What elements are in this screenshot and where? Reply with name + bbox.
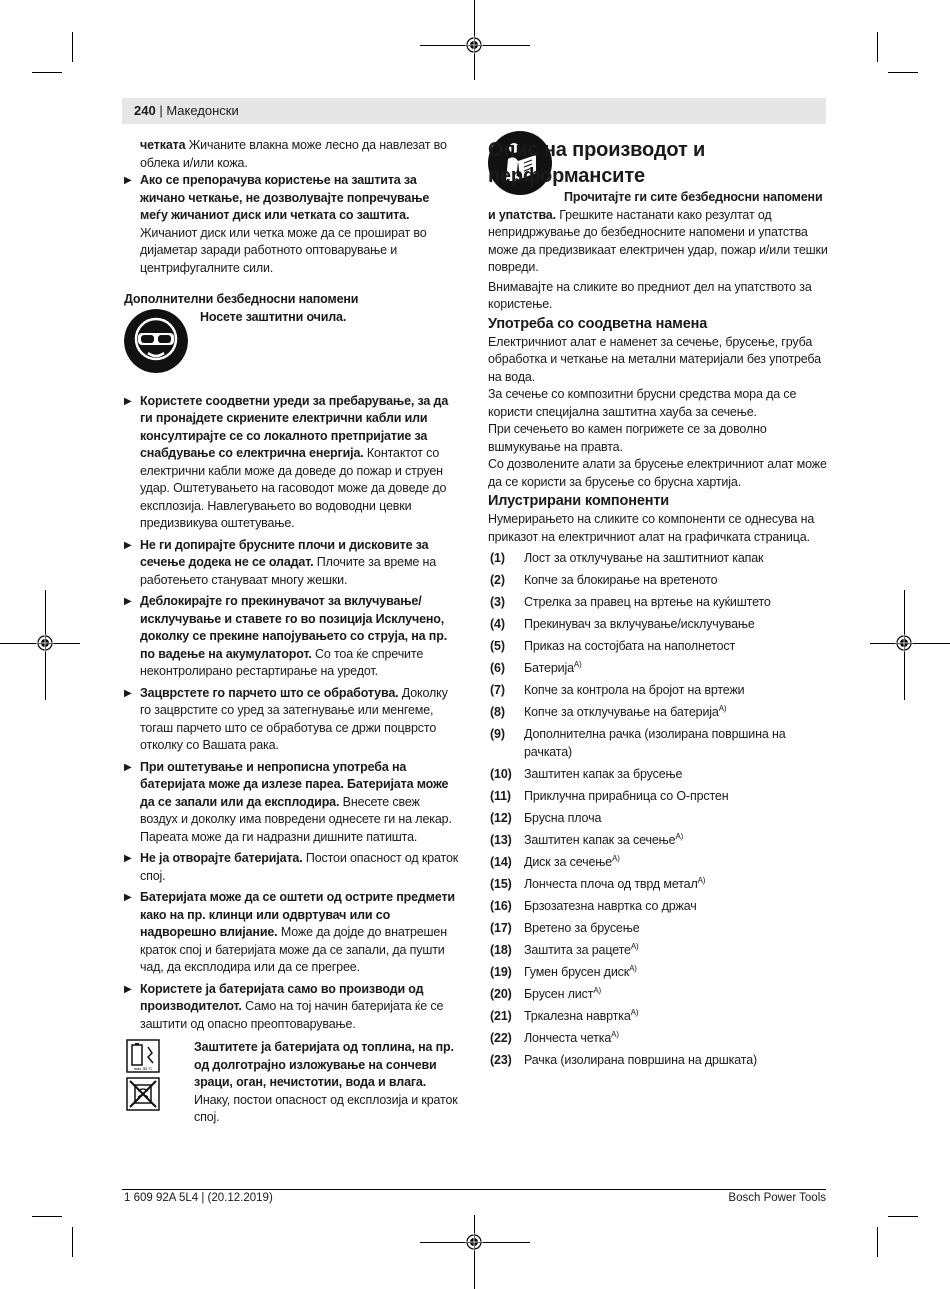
registration-mark-icon: [36, 634, 54, 652]
list-item: [488, 660, 828, 678]
crop-mark: [32, 72, 62, 73]
bullet-text: Може да дојде до внатрешен краток спој и батеријата може да се запали, да пушти чад, да експлодира или да се прегрее.: [140, 925, 447, 974]
bullet-item: [124, 981, 460, 1034]
crop-mark: [72, 32, 73, 62]
list-item: [488, 810, 828, 828]
item-label: Заштитен капак за брусење: [524, 766, 683, 781]
item-label: Приклучна прирабница со О-прстен: [524, 788, 729, 803]
intro-bold: четката: [140, 138, 186, 152]
list-item: [488, 616, 828, 634]
item-label: Тркалезна навртка: [524, 1008, 631, 1023]
item-label: Копче за отклучување на батерија: [524, 705, 719, 719]
list-item: [488, 942, 828, 960]
bullet-text: Само на тој начин батеријата ќе се заштити од опасно преоптоварување.: [140, 999, 444, 1031]
bullet-item: [124, 172, 460, 277]
list-item: [488, 876, 828, 894]
bullet-item: [124, 889, 460, 977]
bullet-bold: Не ги допирајте брусните плочи и дисковите за сечење додека не се оладат.: [140, 537, 429, 569]
footer-divider: [122, 1189, 826, 1190]
item-label: Заштитен капак за сечење: [524, 832, 676, 847]
bullet-bold: Ако се препорачува користење на заштита за жичано четкање, не дозволувајте попречување меѓу жичаниот диск или четката со заштита.: [140, 173, 430, 222]
item-number: (6): [490, 661, 505, 675]
section-heading: Опис на производот и перформансите: [488, 139, 706, 187]
list-item: [488, 594, 828, 612]
bullet-item: [124, 593, 460, 681]
goggles-text: Носете заштитни очила.: [200, 309, 347, 324]
list-item: [488, 1030, 828, 1048]
item-label: Стрелка за правец на вртење на куќиштето: [524, 595, 771, 609]
item-number: (5): [490, 639, 505, 653]
bullet-item: [124, 759, 460, 847]
use-paragraph: Со дозволените алати за брусење електричниот алат може да се користи за брусење со брусна хартија.: [488, 457, 827, 489]
bullet-triangle-icon: ▶: [124, 687, 132, 699]
item-number: (4): [490, 617, 505, 631]
item-number: (18): [490, 942, 512, 957]
left-column: [124, 137, 460, 1127]
read-bold: Прочитајте ги сите безбедносни напомени и упатства.: [488, 190, 823, 222]
list-item: [488, 638, 828, 656]
item-label: Батерија: [524, 661, 574, 675]
footer-doc-number: 1 609 92A 5L4 | (20.12.2019): [124, 1192, 273, 1204]
item-label: Копче за блокирање на вретеното: [524, 573, 718, 587]
item-label: Копче за контрола на бројот на вртежи: [524, 683, 745, 697]
item-number: (19): [490, 964, 512, 979]
bullet-text: Доколку го зацврстите со уред за затегнување или менгеме, тогаш парчето што се обработува се држи поцврсто отколку со Вашата рака.: [140, 685, 448, 752]
crop-mark: [72, 1227, 73, 1257]
bullet-text: Со тоа ќе спречите неконтролирано рестартирање на уредот.: [140, 646, 424, 678]
bullet-item: [124, 685, 460, 755]
footnote-mark: A): [718, 703, 727, 713]
list-item: [488, 572, 828, 590]
list-item: [488, 920, 828, 938]
footnote-mark: A): [675, 831, 684, 841]
intro-text: Жичаните влакна може лесно да навлезат во облека и/или кожа.: [140, 138, 447, 170]
header-text: [134, 102, 239, 120]
battery-heat-warning-icon: [126, 1039, 160, 1073]
bullet-item: [124, 850, 460, 885]
bullet-bold: Користете ја батеријата само во производи од производителот.: [140, 981, 424, 1013]
registration-mark-icon: [895, 634, 913, 652]
list-item: [488, 832, 828, 850]
item-label: Брзозатезна навртка со држач: [524, 898, 697, 913]
bullet-triangle-icon: ▶: [124, 539, 132, 551]
bullet-bold: Зацврстете го парчето што се обработува.: [140, 685, 399, 700]
crop-mark: [888, 1216, 918, 1217]
item-number: (22): [490, 1030, 512, 1045]
bullet-item: [124, 393, 460, 533]
item-number: (20): [490, 986, 512, 1001]
footer-brand: Bosch Power Tools: [728, 1192, 826, 1204]
item-label: Диск за сечење: [524, 854, 613, 869]
item-number: (17): [490, 920, 512, 935]
item-number: (2): [490, 573, 505, 587]
item-number: (11): [490, 788, 511, 803]
list-item: [488, 1052, 828, 1070]
bullet-text: Постои опасност од краток спој.: [140, 851, 459, 883]
list-item: [488, 854, 828, 872]
bullet-triangle-icon: ▶: [124, 596, 132, 607]
bullet-bold: При оштетување и непрописна употреба на батеријата може да излезе пареа. Батеријата може да се запали или да експлодира.: [140, 759, 449, 809]
item-label: Брусен лист: [524, 986, 594, 1001]
footnote-mark: A): [629, 963, 637, 973]
item-number: (14): [490, 854, 512, 869]
list-item: [488, 986, 828, 1004]
use-paragraph: При сечењето во камен погрижете се за доволно вшмукување на правта.: [488, 422, 767, 454]
crop-mark: [474, 1215, 475, 1289]
crop-mark: [32, 1216, 62, 1217]
item-number: (7): [490, 683, 505, 697]
item-number: (10): [490, 766, 512, 781]
bullet-text: Жичаниот диск или четка може да се прошират во дијаметар заради работното оптоварување и центрифугалните сили.: [140, 225, 427, 275]
use-paragraph: За сечење со композитни брусни средства мора да се користи специјална заштитна хауба за сечење.: [488, 387, 797, 419]
item-number: (1): [490, 551, 505, 565]
bat-icon-label: max. 50 °C: [133, 1066, 153, 1071]
bullet-triangle-icon: ▶: [124, 395, 132, 407]
list-item: [488, 898, 828, 916]
section-title: Дополнителни безбедносни напомени: [124, 292, 359, 306]
bat-bold: Заштитете ја батеријата од топлина, на пр. од долготрајно изложување на сончеви зраци, оган, нечистотии, вода и влага.: [194, 1040, 454, 1089]
item-number: (9): [490, 727, 505, 741]
list-item: [488, 766, 828, 784]
list-item: [488, 726, 828, 761]
crop-mark: [877, 1227, 878, 1257]
item-number: (23): [490, 1052, 512, 1067]
item-label: Гумен брусен диск: [524, 964, 630, 979]
list-item: [488, 550, 828, 568]
bullet-text: Контактот со електрични кабли може да доведе до пожар и струен удар. Оштетувањето на гасоводот може да доведе до експлозија. Навлегувањето во водоводни цевки предизвикува оштетување.: [140, 446, 447, 530]
item-label: Брусна плоча: [524, 810, 602, 825]
item-label: Заштита за рацете: [524, 942, 631, 957]
bullet-triangle-icon: ▶: [124, 892, 132, 903]
item-label: Лост за отклучување на заштитниот капак: [524, 551, 764, 565]
bullet-bold: Батеријата може да се оштети од острите предмети како на пр. клинци или одвртувач или со надворешно влијание.: [140, 890, 455, 939]
item-number: (8): [490, 705, 505, 719]
header-separator: |: [155, 103, 167, 118]
item-label: Приказ на состојбата на наполнетост: [524, 639, 736, 653]
list-item: [488, 1008, 828, 1026]
read-text: Грешките настанати како резултат од непридржување до безбедносните напомени и упатства може да предизвикаат електричен удар, пожар и/или тешки повреди.: [488, 207, 828, 274]
item-label: Дополнителна рачка (изолирана површина на рачката): [524, 727, 786, 759]
footnote-mark: A): [573, 659, 582, 669]
footnote-mark: A): [593, 985, 602, 995]
registration-mark-icon: [465, 1233, 483, 1251]
list-item: [488, 704, 828, 722]
list-item: [488, 964, 828, 982]
item-label: Рачка (изолирана површина на дршката): [524, 1052, 758, 1067]
right-column: [488, 137, 828, 1074]
bullet-bold: Не ја отворајте батеријата.: [140, 851, 303, 865]
item-label: Лончеста четка: [524, 1030, 612, 1045]
footnote-mark: A): [697, 875, 706, 885]
bullet-bold: Користете соодветни уреди за пребарување, за да ги пронајдете скриените електрични кабли или консултирајте се со локалното претпријатие за снабдување со електрична енергија.: [140, 393, 449, 460]
components-list: [488, 550, 828, 1069]
header-language: Македонски: [166, 103, 239, 118]
footnote-mark: A): [630, 941, 639, 951]
bullet-bold: Деблокирајте го прекинувачот за вклучување/исклучување и ставете го во позиција Исклучено, доколку се прекине напојувањето со струја, на пр. по вадење на акумулаторот.: [140, 594, 448, 661]
item-label: Вретено за брусење: [524, 920, 640, 935]
battery-heat-text: [194, 1039, 460, 1127]
footnote-mark: A): [611, 1029, 619, 1039]
registration-mark-icon: [465, 36, 483, 54]
page-number: 240: [134, 103, 156, 118]
battery-no-water-icon: [126, 1077, 160, 1111]
item-label: Лончеста плоча од тврд метал: [524, 876, 698, 891]
crop-mark: [888, 72, 918, 73]
bullet-text: Внесете свеж воздух и доколку има повредени однесете ги на лекар. Пареата може да ги надразни дишните патишта.: [140, 794, 452, 844]
use-paragraph: Електричниот алат е наменет за сечење, брусење, груба обработка и четкање на метални материјали без употреба на вода.: [488, 334, 821, 384]
footnote-mark: A): [630, 1007, 639, 1017]
list-item: [488, 788, 828, 806]
bullet-triangle-icon: ▶: [124, 761, 132, 773]
item-number: (13): [490, 832, 512, 847]
crop-mark: [877, 32, 878, 62]
list-item: [488, 682, 828, 700]
bullet-item: [124, 537, 460, 590]
intro-paragraph: [124, 137, 460, 172]
bullet-triangle-icon: ▶: [124, 853, 132, 864]
bullet-triangle-icon: ▶: [124, 983, 132, 995]
goggles-block: [124, 309, 460, 381]
bullet-triangle-icon: ▶: [124, 175, 132, 186]
battery-heat-block: [124, 1039, 460, 1127]
item-number: (15): [490, 876, 512, 891]
item-number: (3): [490, 595, 505, 609]
bullet-text: Плочите за време на работењето стануваат многу жешки.: [140, 555, 437, 587]
pictures-note: Внимавајте на сликите во предниот дел на упатството за користење.: [488, 279, 812, 311]
footnote-mark: A): [612, 853, 620, 863]
item-label: Прекинувач за вклучување/исклучување: [524, 617, 755, 631]
subsection-heading: Употреба со соодветна намена: [488, 315, 708, 332]
safety-goggles-icon: [124, 309, 188, 373]
bat-text: Инаку, постои опасност од експлозија и краток спој.: [194, 1092, 458, 1124]
item-number: (21): [490, 1008, 512, 1023]
item-number: (16): [490, 898, 512, 913]
item-number: (12): [490, 810, 512, 825]
subsection-heading: Илустрирани компоненти: [488, 493, 670, 509]
components-intro: Нумерирањето на сликите со компоненти се однесува на приказот на електричниот алат на графичката страница.: [488, 512, 815, 544]
